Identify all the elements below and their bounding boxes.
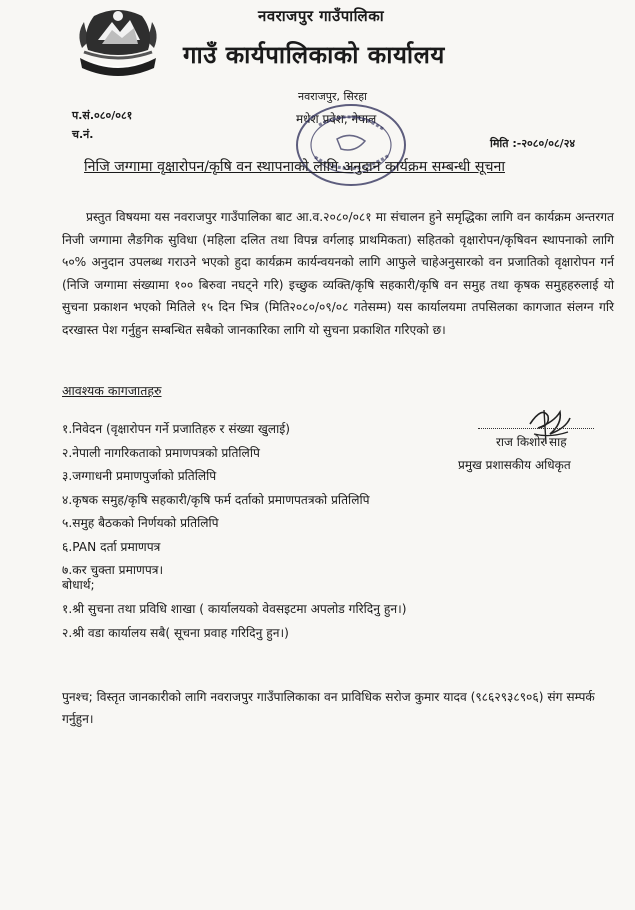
list-item: ६.PAN दर्ता प्रमाणपत्र	[62, 539, 161, 554]
list-item: १.श्री सुचना तथा प्रविधि शाखा ( कार्यालयको वेवसइटमा अपलोड गरिदिनु हुन।)	[62, 602, 407, 616]
list-item: ५.समुह बैठकको निर्णयको प्रतिलिपि	[62, 516, 219, 530]
address-line-1: नवराजपुर, सिरहा	[298, 90, 367, 103]
cc-label: बोधार्थ;	[62, 578, 95, 592]
list-item: ७.कर चुक्ता प्रमाणपत्र।	[62, 563, 164, 577]
nepal-emblem-icon	[72, 4, 164, 80]
required-documents-list	[62, 418, 370, 583]
reference-number: प.सं.०८०/०८१	[72, 109, 133, 122]
list-item: २.नेपाली नागरिकताको प्रमाणपत्रको प्रतिलिपि	[62, 445, 260, 460]
signatory-title: प्रमुख प्रशासकीय अधिकृत	[458, 458, 571, 472]
list-item: १.निवेदन (वृक्षारोपन गर्ने प्रजातिहरु र संख्या खुलाई)	[62, 422, 290, 436]
office-title: गाउँ कार्यपालिकाको कार्यालय	[183, 41, 445, 69]
list-item: ३.जग्गाधनी प्रमाणपुर्जाको प्रतिलिपि	[62, 469, 217, 483]
cc-list	[62, 598, 407, 645]
notice-title: निजि जग्गामा वृक्षारोपन/कृषि वन स्थापनाको लागि अनुदान कार्यक्रम सम्बन्धी सूचना	[84, 159, 505, 175]
postscript: पुनश्च; विस्तृत जानकारीको लागि नवराजपुर गाउँपालिकाका वन प्राविधिक सरोज कुमार यादव (९८६२९३८९०६) संग सम्पर्क गर्नुहुन।	[62, 690, 595, 726]
municipality-name: नवराजपुर गाउँपालिका	[258, 7, 385, 25]
signature-line	[478, 428, 594, 429]
dispatch-number: च.नं.	[72, 128, 94, 141]
letter-date: मिति :-२०८०/०८/२४	[490, 137, 576, 150]
list-item: ४.कृषक समुह/कृषि सहकारी/कृषि फर्म दर्ताको प्रमाणपतत्रको प्रतिलिपि	[62, 492, 370, 507]
list-item: २.श्री वडा कार्यालय सबै( सूचना प्रवाह गरिदिनु हुन।)	[62, 625, 289, 640]
notice-body: प्रस्तुत विषयमा यस नवराजपुर गाउँपालिका बाट आ.व.२०८०/०८१ मा संचालन हुने समृद्धिका लागि वन कार्यक्रम अन्तरगत निजी जग्गामा लैङगिक सुविधा (महिला दलित तथा विपन्न वर्गलाइ प्राथमिकता) सहितको वृक्षारोपन/कृषिवन स्थापनाको लागि ५०% अनुदान उपलब्ध गराउने भएको हुदा कार्यक्रम कार्यन्वयनको लागि आफुले चाहेअनुसारको वन प्रजातिको वृक्षारोपन गर्न (निजि जग्गामा संख्यामा १०० बिरुवा नघट्ने गरि) इच्छुक व्यक्ति/कृषि सहकारी/कृषि वन समुह तथा कृषक समुहहरुलाई यो सुचना प्रकाशन भएको मितिले १५ दिन भित्र (मिति२०८०/०९/०८ गतेसम्म) यस कार्यालयमा तपसिलका कागजात संलग्न गरि दरखास्त पेश गर्नुहुन सम्बन्धित सबैको जानकारिका लागि यो सुचना प्रकाशित गरिएको छ।	[62, 210, 614, 337]
required-documents-heading: आवश्यक कागजातहरु	[62, 383, 162, 398]
address-line-2: मधेश प्रदेश, नेपाल	[296, 112, 377, 126]
signatory-name: राज किशोर साह	[496, 435, 567, 449]
